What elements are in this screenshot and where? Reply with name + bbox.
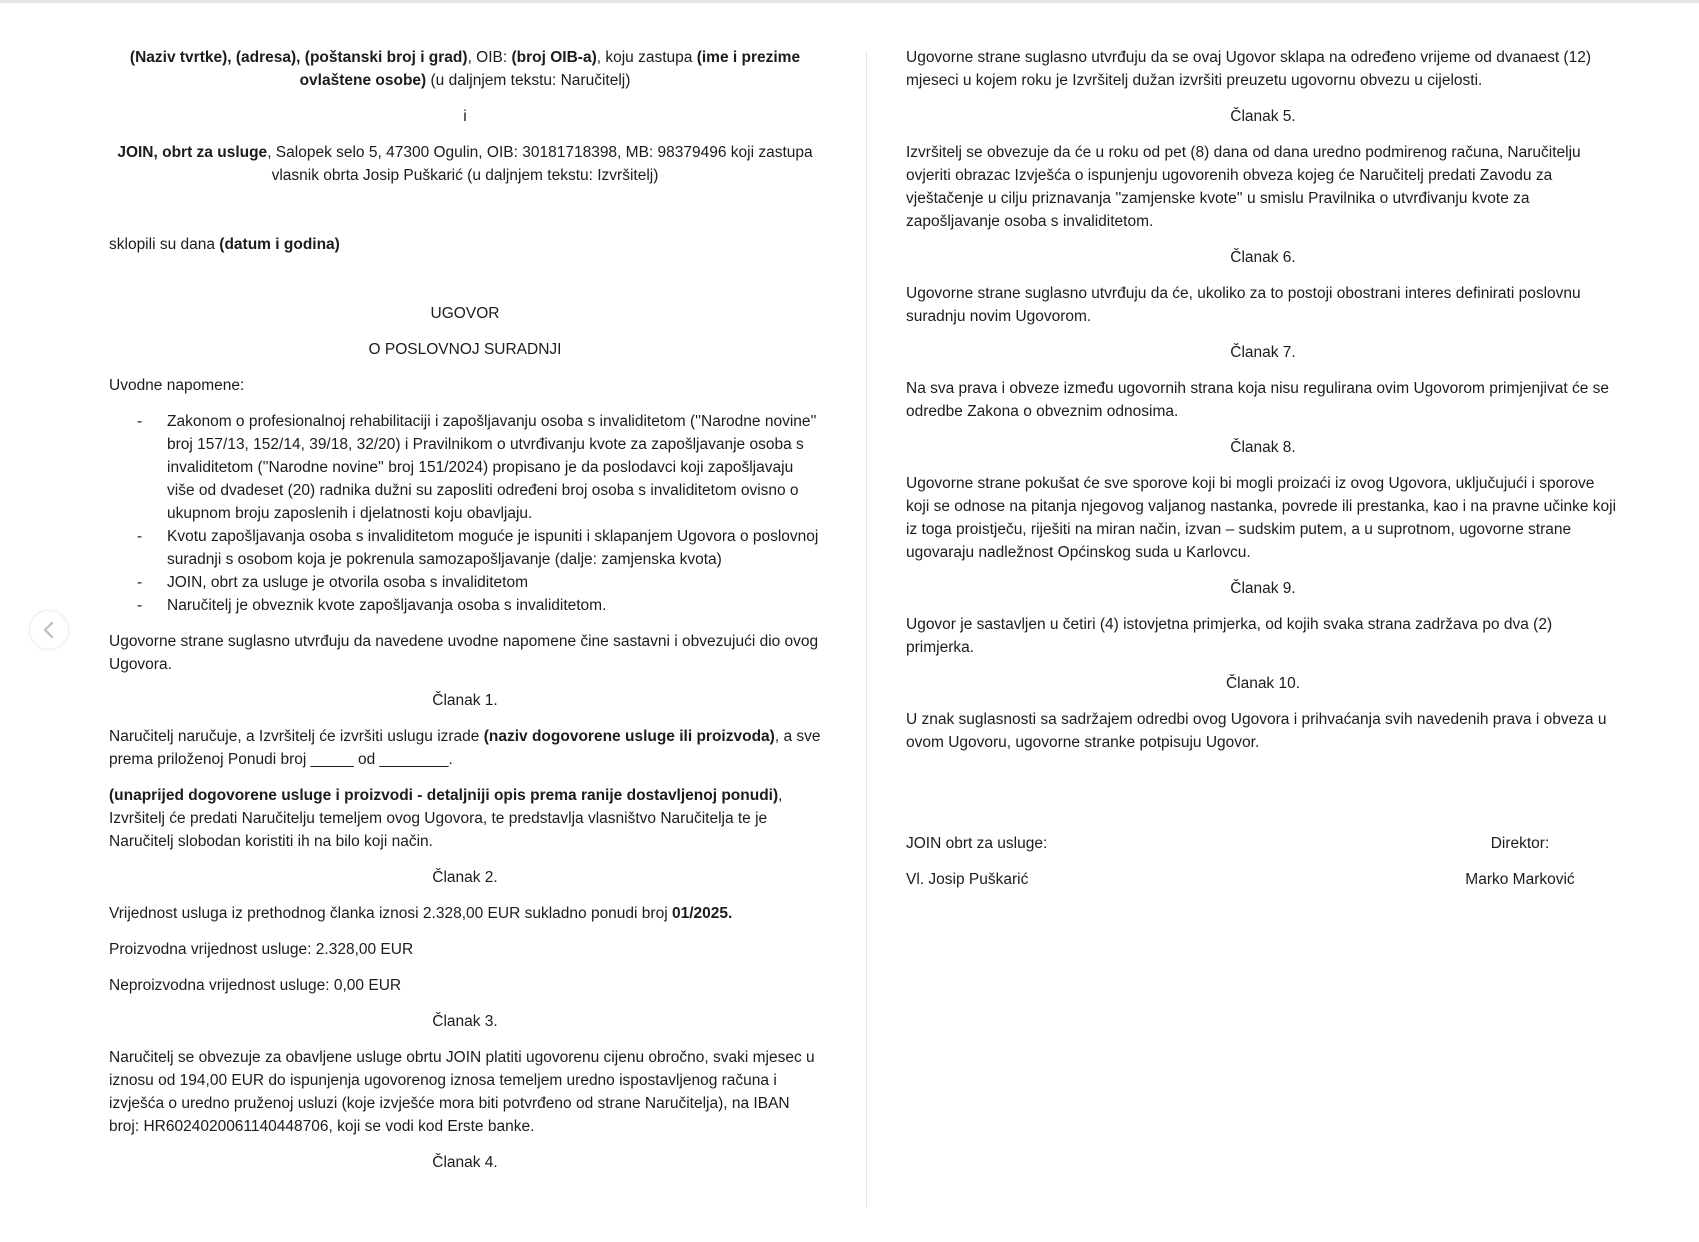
article-4-title: Članak 4. [432,1154,498,1171]
note-item: - Naručitelj je obveznik kvote zapošljavanja osoba s invaliditetom. [167,594,821,617]
article-1-paragraph: Naručitelj naručuje, a Izvršitelj će izvršiti uslugu izrade (naziv dogovorene usluge ili proizvoda), a sve prema priloženoj Ponudi broj _____ od ________. [109,728,821,768]
notes-binding-paragraph: Ugovorne strane suglasno utvrđuju da navedene uvodne napomene čine sastavni i obvezujući dio ovog Ugovora. [109,633,819,673]
article-3-paragraph: Naručitelj se obvezuje za obavljene usluge obrtu JOIN platiti ugovorenu cijenu obročno, svaki mjesec u iznosu od 194,00 EUR do ispunjenja ugovorenog iznosa temeljem uredno ispostavljenog računa i izvješća o uredno pruženoj usluzi (koje izvješće mora biti potvrđeno od strane Naručitelja), na IBAN broj: HR6024020061140448706, koji se vodi kod Erste banke. [109,1049,815,1135]
previous-page-button[interactable] [29,610,69,650]
signature-right-label: Direktor: [1490,835,1550,852]
signature-left-name: Vl. Josip Puškarić [906,871,1029,888]
article-2-value: Vrijednost usluga iz prethodnog članka iznosi 2.328,00 EUR sukladno ponudi broj 01/2025. [109,905,733,922]
party-contractor: JOIN, obrt za usluge, Salopek selo 5, 47300 Ogulin, OIB: 30181718398, MB: 98379496 koji zastupa vlasnik obrta Josip Puškarić (u daljnjem tekstu: Izvršitelj) [117,144,813,184]
top-border [0,0,1699,3]
date-line: sklopili su dana (datum i godina) [109,236,340,253]
article-1-paragraph-2: (unaprijed dogovorene usluge i proizvodi - detaljniji opis prema ranije dostavljenoj ponudi), Izvršitelj će predati Naručitelju temeljem ovog Ugovora, te predstavlja vlasništvo Naručitelja te je Naručitelj slobodan koristiti ih na bilo koji način. [109,787,783,850]
party-client: (Naziv tvrtke), (adresa), (poštanski broj i grad), OIB: (broj OIB-a), koju zastupa (ime i prezime ovlaštene osobe) (u daljnjem tekstu: Naručitelj) [129,49,801,89]
article-6-paragraph: Ugovorne strane suglasno utvrđuju da će, ukoliko za to postoji obostrani interes definirati poslovnu suradnju novim Ugovorom. [906,285,1581,325]
article-8-paragraph: Ugovorne strane pokušat će sve sporove koji bi mogli proizaći iz ovog Ugovora, uključujući i sporove koji se odnose na pitanja njegovog valjanog nastanka, povrede ili prestanka, kao i na pravne učinke koji iz toga proistječu, riješiti na miran način, izvan – sudskim putem, a u suprotnom, ugovorne strane ugovaraju nadležnost Općinskog suda u Karlovcu. [906,475,1617,561]
article-10-title: Članak 10. [1225,675,1301,692]
article-7-title: Članak 7. [1230,344,1296,361]
article-5-paragraph: Izvršitelj se obvezuje da će u roku od pet (8) dana od dana uredno podmirenog računa, Naručitelju ovjeriti obrazac Izvješća o ispunjenju ugovorenih obveza kojeg će Naručitelj predati Zavodu za vještačenje u cilju priznavanja ''zamjenske kvote'' u smislu Pravilnika o utvrđivanju kvote za zapošljavanje osoba s invaliditetom. [906,144,1581,230]
article-3-title: Članak 3. [432,1013,498,1030]
signature-left-label: JOIN obrt za usluge: [906,835,1048,852]
signature-names [906,868,1620,891]
note-item: - Kvotu zapošljavanja osoba s invaliditetom moguće je ispuniti i sklapanjem Ugovora o poslovnoj suradnji s osobom koja je pokrenula samozapošljavanje (dalje: zamjenska kvota) [167,525,821,571]
article-4-paragraph: Ugovorne strane suglasno utvrđuju da se ovaj Ugovor sklapa na određeno vrijeme od dvanaest (12) mjeseci u kojem roku je Izvršitelj dužan izvršiti preuzetu ugovornu obvezu u cijelosti. [906,49,1591,89]
article-1-title: Članak 1. [432,692,498,709]
article-2-production-value: Proizvodna vrijednost usluge: 2.328,00 EUR [109,941,414,958]
left-page [109,46,821,1174]
chevron-left-icon [42,620,56,640]
notes-list [109,410,821,617]
article-6-title: Članak 6. [1230,249,1296,266]
note-item: - JOIN, obrt za usluge je otvorila osoba s invaliditetom [167,571,821,594]
notes-heading: Uvodne napomene: [109,377,245,394]
article-2-title: Članak 2. [432,869,498,886]
article-5-title: Članak 5. [1230,108,1296,125]
signature-labels [906,832,1620,855]
conjunction: i [463,108,467,125]
note-item: - Zakonom o profesionalnoj rehabilitaciji i zapošljavanju osoba s invaliditetom (''Narodne novine'' broj 157/13, 152/14, 39/18, 32/20) i Pravilnikom o utvrđivanju kvote za zapošljavanje osoba s invaliditetom (''Narodne novine'' broj 151/2024) propisano je da poslodavci koji zapošljavaju više od dvadeset (20) radnika dužni su zaposliti određeni broj osoba s invaliditetom ovisno o ukupnom broju zaposlenih i djelatnosti koju obavljaju. [167,410,821,525]
article-8-title: Članak 8. [1230,439,1296,456]
contract-subtitle: O POSLOVNOJ SURADNJI [368,341,562,358]
article-10-paragraph: U znak suglasnosti sa sadržajem odredbi ovog Ugovora i prihvaćanja svih navedenih prava i obveza u ovom Ugovoru, ugovorne stranke potpisuju Ugovor. [906,711,1607,751]
article-9-paragraph: Ugovor je sastavljen u četiri (4) istovjetna primjerka, od kojih svaka strana zadržava po dva (2) primjerka. [906,616,1553,656]
page-divider [866,52,867,1207]
article-9-title: Članak 9. [1230,580,1296,597]
signature-right-name: Marko Marković [1465,871,1575,888]
contract-title: UGOVOR [430,305,500,322]
article-2-nonproduction-value: Neproizvodna vrijednost usluge: 0,00 EUR [109,977,402,994]
article-7-paragraph: Na sva prava i obveze između ugovornih strana koja nisu regulirana ovim Ugovorom primjenjivat će se odredbe Zakona o obveznim odnosima. [906,380,1610,420]
right-page [906,46,1620,891]
